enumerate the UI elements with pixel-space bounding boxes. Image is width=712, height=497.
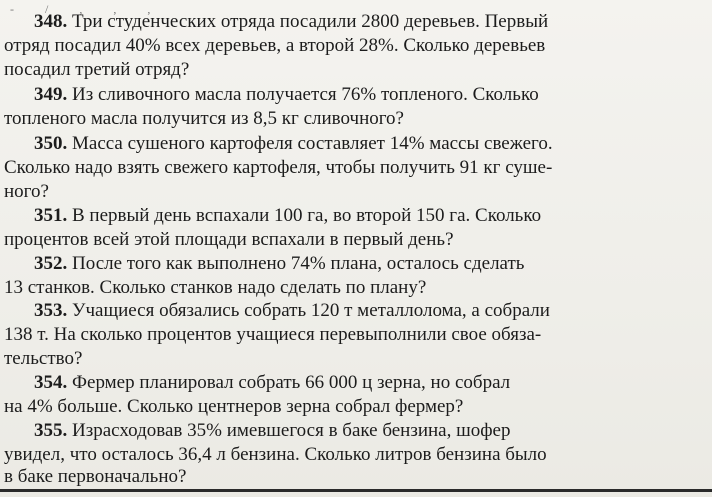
problem-number: 351.	[34, 205, 68, 226]
problem-line: топленого масла получится из 8,5 кг сливочного?	[4, 108, 404, 129]
problem-line	[34, 420, 511, 442]
problem-text: Масса сушеного картофеля составляет 14% массы свежего.	[72, 133, 553, 154]
problem-line: 138 т. На сколько процентов учащиеся перевыполнили свое обяза-	[4, 324, 542, 345]
problem-text: В первый день вспахали 100 га, во второй 150 га. Сколько	[72, 205, 542, 226]
problem-line	[34, 84, 539, 106]
problem-number: 349.	[34, 84, 68, 105]
problem-text: После того как выполнено 74% плана, осталось сделать	[72, 253, 525, 274]
problem-line: процентов всей этой площади вспахали в первый день?	[4, 229, 454, 250]
problem-text: Из сливочного масла получается 76% топленого. Сколько	[72, 84, 539, 105]
problem-line	[34, 205, 541, 227]
problem-line: в баке первоначально?	[4, 466, 187, 487]
problem-text: Израсходовав 35% имевшегося в баке бензина, шофер	[72, 420, 511, 441]
scan-specks: - / , , ,	[10, 2, 165, 16]
problem-text: Учащиеся обязались собрать 120 т металлолома, а собрали	[72, 300, 550, 321]
problem-line: на 4% больше. Сколько центнеров зерна собрал фермер?	[4, 396, 464, 417]
problem-number: 354.	[34, 372, 68, 393]
problem-number: 352.	[34, 253, 68, 274]
problem-text: Фермер планировал собрать 66 000 ц зерна, но собрал	[72, 372, 511, 393]
problem-line: увидел, что осталось 36,4 л бензина. Сколько литров бензина было	[4, 444, 547, 465]
problem-text: Три студенческих отряда посадили 2800 деревьев. Первый	[72, 11, 549, 32]
problem-line	[34, 11, 548, 33]
problem-number: 350.	[34, 133, 68, 154]
problem-line: тельство?	[4, 348, 83, 369]
problem-line	[34, 133, 553, 155]
problem-line: Сколько надо взять свежего картофеля, чтобы получить 91 кг суше-	[4, 157, 553, 178]
problem-line	[34, 253, 524, 275]
problem-line: отряд посадил 40% всех деревьев, а второй 28%. Сколько деревьев	[4, 35, 546, 56]
bottom-rule	[0, 489, 712, 492]
problem-number: 355.	[34, 420, 68, 441]
problem-line: ного?	[4, 181, 49, 202]
problem-line	[34, 300, 550, 322]
problem-line	[34, 372, 510, 394]
problem-line: 13 станков. Сколько станков надо сделать по плану?	[4, 277, 427, 298]
problem-number: 348.	[34, 11, 68, 32]
problem-line: посадил третий отряд?	[4, 59, 190, 80]
problem-number: 353.	[34, 300, 68, 321]
